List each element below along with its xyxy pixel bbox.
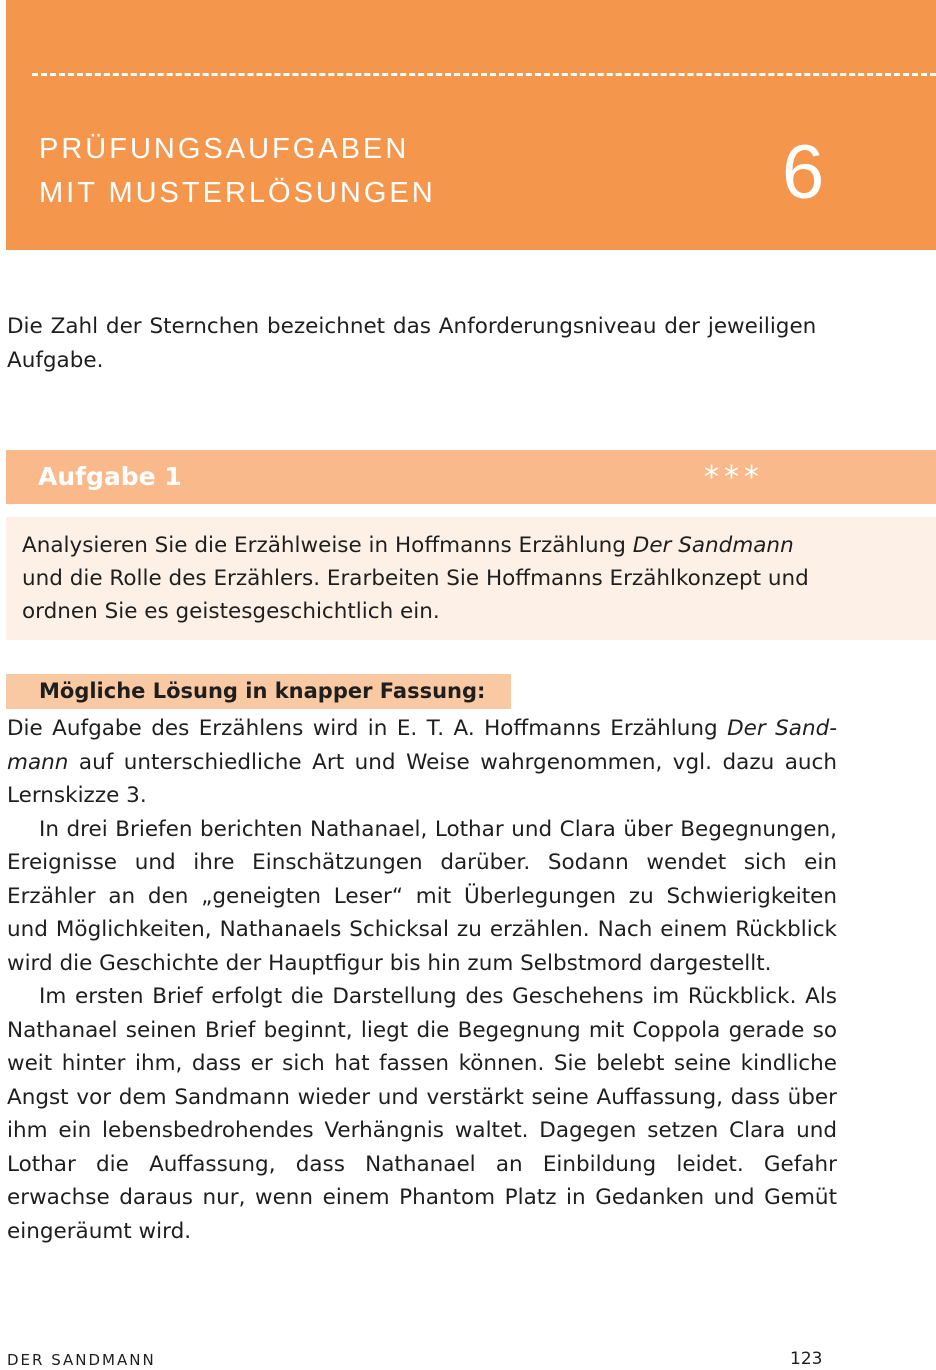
intro-paragraph: Die Zahl der Sternchen bezeichnet das Anforderungsniveau der jeweiligen Aufgabe. [7, 314, 817, 373]
footer-page-number: 123 [790, 1349, 823, 1369]
solution-p1-end: auf unterschiedliche Art und Weise wahrgenommen, vgl. dazu auch Lernskizze 3. [7, 749, 837, 808]
difficulty-stars: *** [704, 460, 764, 495]
header-dashed-rule [32, 73, 936, 76]
task-text-work-title: Der Sandmann [632, 533, 794, 558]
chapter-title-line-1: PRÜFUNGSAUFGABEN [39, 133, 410, 165]
task-text-start: Analysieren Sie die Erzählweise in Hoffmanns Erzählung [22, 533, 633, 558]
solution-p1-start: Die Aufgabe des Erzählens wird in E. T. A. Hoffmanns Erzählung [7, 716, 728, 741]
chapter-title-line-2: MIT MUSTERLÖSUNGEN [39, 177, 436, 209]
solution-paragraph-3: Im ersten Brief erfolgt die Darstellung des Geschehens im Rückblick. Als Nathanael seinen Brief beginnt, liegt die Begegnung mit Coppola gerade so weit hinter ihm, dass er sich hat fassen können. Sie belebt seine kindliche Angst vor dem Sandmann wieder und verstärkt seine Auffassung, dass über ihm ein lebensbedrohendes Verhängnis waltet. Dagegen setzen Clara und Lothar die Auffassung, dass Nathanael an Einbildung leidet. Gefahr erwachse daraus nur, wenn einem Phantom Platz in Gedanken und Gemüt eingeräumt wird. [7, 984, 837, 1244]
footer-book-title: DER SANDMANN [7, 1351, 156, 1369]
solution-label: Mögliche Lösung in knapper Fassung: [39, 679, 486, 703]
solution-p1-work-title: Der Sandmann [7, 716, 837, 775]
task-text-end: und die Rolle des Erzählers. Erarbeiten Sie Hoffmanns Erzählkonzept und ordnen Sie es geistesgeschichtlich ein. [22, 566, 809, 624]
chapter-title [39, 127, 436, 215]
task-text [22, 529, 832, 628]
task-title: Aufgabe 1 [38, 462, 182, 491]
solution-paragraph-1 [7, 712, 837, 813]
chapter-number: 6 [782, 130, 825, 215]
solution-paragraph-2: In drei Briefen berichten Nathanael, Lothar und Clara über Begegnungen, Ereignisse und ihre Einschätzungen darüber. Sodann wendet sich ein Erzähler an den „geneigten Leser“ mit Überlegungen zu Schwierigkeiten und Möglichkeiten, Nathanaels Schicksal zu erzählen. Nach einem Rückblick wird die Geschichte der Hauptfigur bis hin zum Selbstmord dargestellt. [7, 816, 837, 976]
solution-text [7, 712, 837, 1248]
